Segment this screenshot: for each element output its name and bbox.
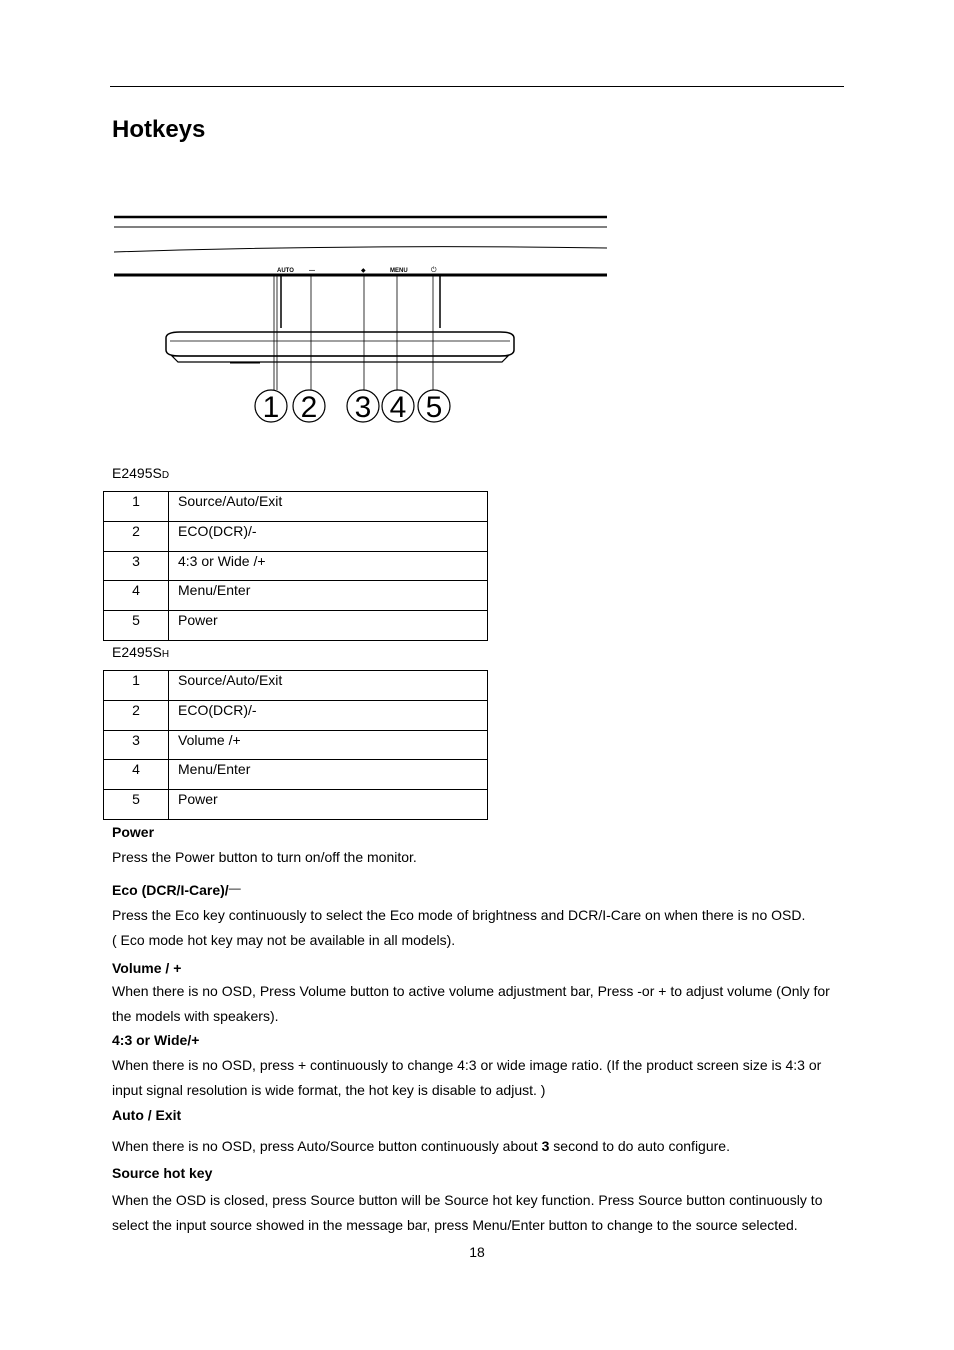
- source-text: When the OSD is closed, press Source button will be Source hot key function. Press Source button continuously to select the input source showed in the message bar, press Menu/Enter button to change to the source selected.: [112, 1192, 823, 1233]
- callout-5: 5: [425, 391, 443, 424]
- volume-text: When there is no OSD, Press Volume button to active volume adjustment bar, Press -or + to adjust volume (Only for the models with speakers).: [112, 983, 830, 1024]
- table-row: 3 Volume /+: [104, 730, 488, 760]
- hotkey-table-sd: [103, 491, 488, 641]
- power-text: Press the Power button to turn on/off the monitor.: [112, 849, 417, 865]
- callout-2: 2: [300, 391, 318, 424]
- table-row: 1 Source/Auto/Exit: [104, 492, 488, 522]
- table-row: 2 ECO(DCR)/-: [104, 700, 488, 730]
- eco-heading: Eco (DCR/I-Care)/—: [112, 881, 241, 898]
- plus-button-label: ◆: [361, 268, 366, 274]
- callout-3: 3: [354, 391, 372, 424]
- table-row: 2 ECO(DCR)/-: [104, 521, 488, 551]
- table-row: 5 Power: [104, 611, 488, 641]
- auto-text: When there is no OSD, press Auto/Source button continuously about 3 second to do auto configure.: [112, 1138, 730, 1154]
- menu-button-label: MENU: [390, 268, 408, 274]
- wide-text: When there is no OSD, press + continuously to change 4:3 or wide image ratio. (If the product screen size is 4:3 or input signal resolution is wide format, the hot key is disable to adjust. ): [112, 1057, 822, 1098]
- table-row: 4 Menu/Enter: [104, 581, 488, 611]
- hotkey-table-sh: [103, 670, 488, 820]
- wide-heading: 4:3 or Wide/+: [112, 1032, 200, 1048]
- callout-4: 4: [389, 391, 407, 424]
- volume-heading: Volume / +: [112, 960, 182, 976]
- power-heading: Power: [112, 824, 155, 840]
- model-label-sd: E2495SD: [112, 465, 170, 481]
- page-number: 18: [469, 1244, 485, 1260]
- table-row: 5 Power: [104, 790, 488, 820]
- model-label-sh: E2495SH: [112, 644, 170, 660]
- table-row: 3 4:3 or Wide /+: [104, 551, 488, 581]
- table-row: 4 Menu/Enter: [104, 760, 488, 790]
- callout-1: 1: [262, 391, 280, 424]
- source-heading: Source hot key: [112, 1165, 213, 1181]
- table-row: 1 Source/Auto/Exit: [104, 671, 488, 701]
- minus-button-label: —: [309, 268, 315, 274]
- auto-heading: Auto / Exit: [112, 1107, 182, 1123]
- page-title: Hotkeys: [112, 116, 206, 143]
- monitor-hotkey-diagram: [110, 210, 610, 430]
- eco-text-2: ( Eco mode hot key may not be available in all models).: [112, 932, 456, 948]
- eco-text-1: Press the Eco key continuously to select the Eco mode of brightness and DCR/I-Care on when there is no OSD.: [112, 907, 806, 923]
- auto-button-label: AUTO: [277, 268, 294, 274]
- power-button-label: ⏻: [431, 266, 437, 274]
- header-rule: [110, 86, 844, 87]
